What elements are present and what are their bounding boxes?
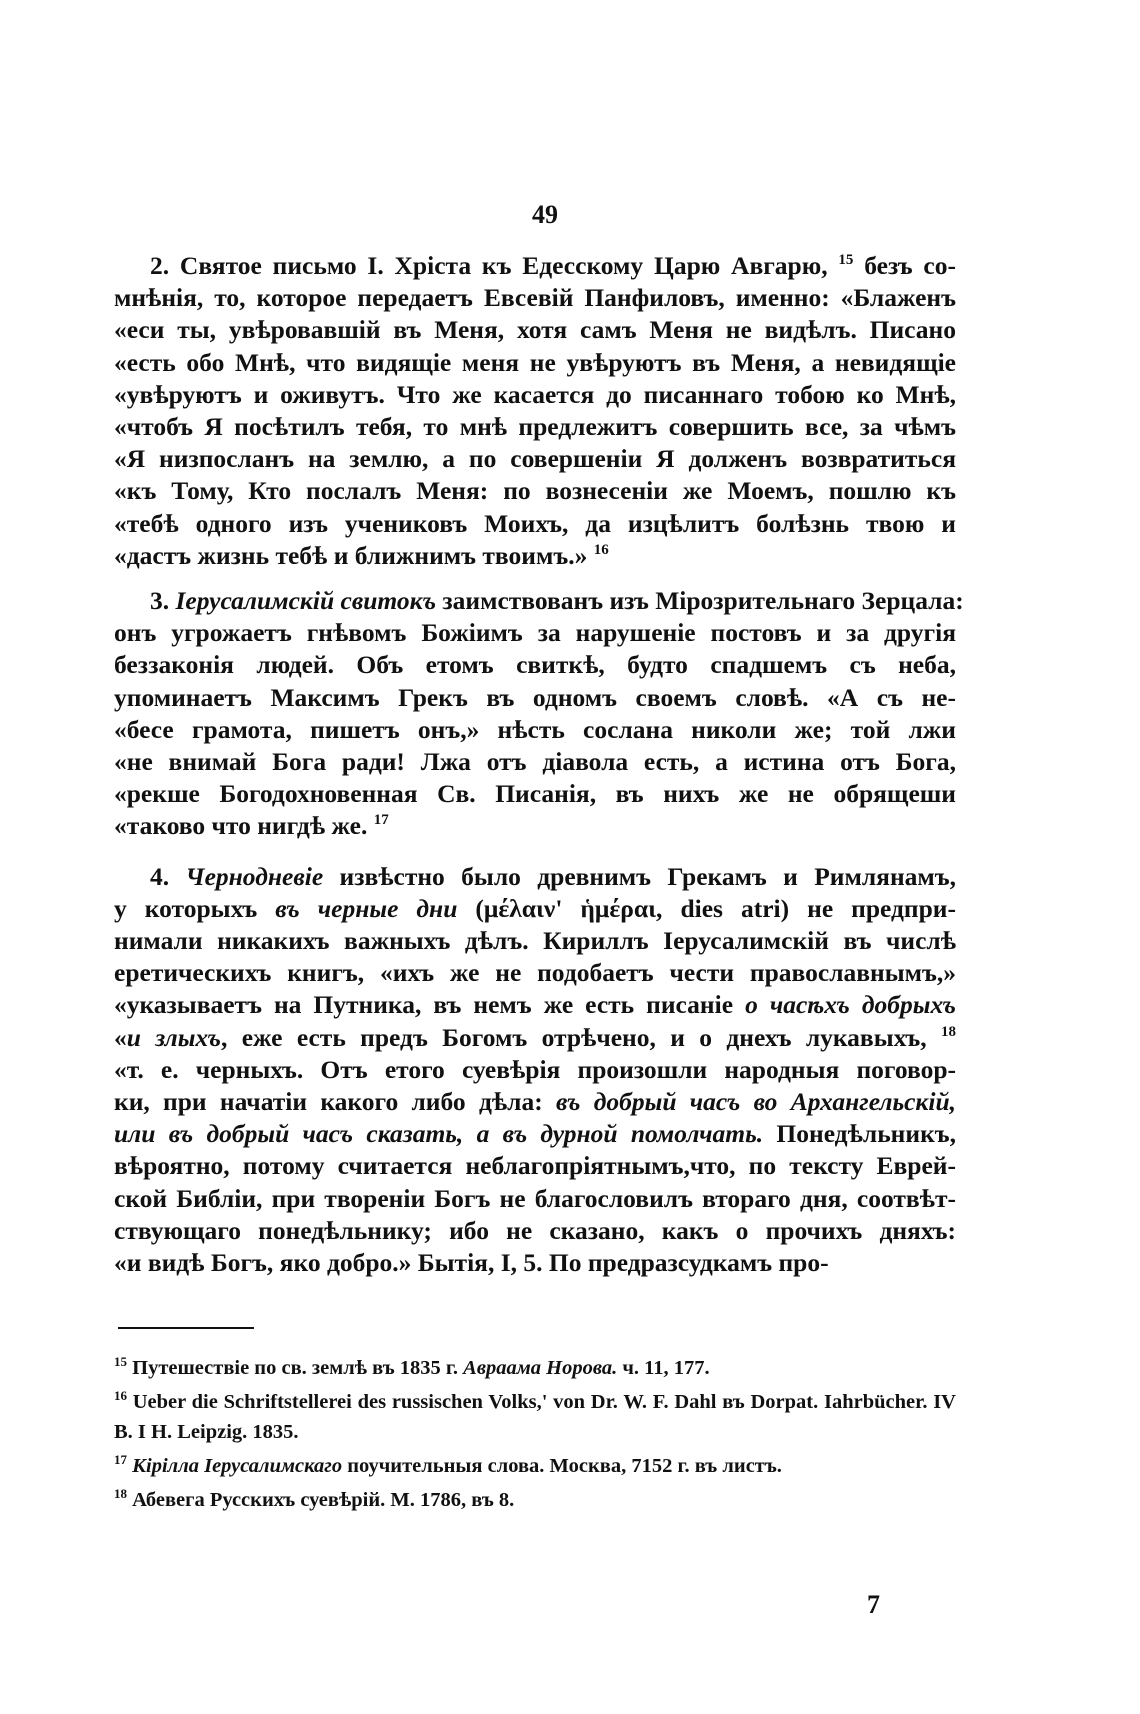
italic-phrase: Чернодневіе [185,861,324,891]
text-line: нимали никакихъ важныхъ дѣлъ. Кириллъ Іерусалимскій въ числѣ [114,926,956,956]
footnote-divider [118,1327,254,1329]
text-line: ки, при начатіи какого либо дѣла: въ добрый часъ во Архангельскій, [114,1087,956,1117]
text-line: «дастъ жизнь тебѣ и ближнимъ твоимъ.» $^{16}$ [114,540,609,570]
footnotes [114,1353,956,1515]
text-line: 2. Святое письмо I. Хріста къ Едесскому Царю Авгарю, $^{15}$ безъ со- [150,251,956,280]
italic-phrase: и злыхъ [126,1022,221,1052]
text-line: «еси ты, увѣровавшій въ Меня, хотя самъ Меня не видѣлъ. Писано [114,315,956,345]
text-line: «таково что нигдѣ же. $^{17}$ [114,811,389,841]
footnote-16: $^{16}$ Ueber die Schriftstellerei des russischen Volks,' von Dr. W. F. Dahl въ Dorpat. Iahrbücher. IV B. I H. Leipzig. 1835. [114,1388,956,1443]
text-line: «не внимай Бога ради! Лжа отъ діавола есть, а истина отъ Бога, [114,747,956,777]
footnote-number: 18 [114,1486,127,1501]
signature-mark: 7 [867,1590,880,1619]
italic-phrase: или въ добрый часъ сказать, а въ дурной помолчать. [114,1119,764,1149]
paragraph-4 [114,861,956,1280]
footnote-15: $^{15}$ Путешествіе по св. землѣ въ 1835 г. Авраама Норова. ч. 11, 177. [114,1354,710,1379]
footnote-18: $^{18}$ Абевега Русскихъ суевѣрій. М. 1786, въ 8. [114,1486,515,1511]
text-line: «бесе грамота, пишетъ онъ,» нѣсть сослана николи же; той лжи [114,714,956,744]
italic-phrase: Кірілла Іерусалимскаго [132,1455,343,1477]
italic-phrase: о часѣхъ добрыхъ [745,990,956,1020]
text-line: «рекше Богодохновенная Св. Писанія, въ нихъ же не обрящеши [114,779,956,809]
footnote-ref: 18 [941,1023,956,1040]
text-line: «чтобъ Я посѣтилъ тебя, то мнѣ предлежитъ совершить все, за чѣмъ [114,412,956,442]
text-line: еретическихъ книгъ, «ихъ же не подобаетъ чести православнымъ,» [114,958,956,988]
text-line: онъ угрожаетъ гнѣвомъ Божіимъ за нарушеніе постовъ и за другія [114,618,956,648]
paragraph-3 [114,585,964,843]
text-line: 4. Чернодневіе извѣстно было древнимъ Грекамъ и Римлянамъ, [150,861,957,891]
text-line: «есть обо Мнѣ, что видящіе меня не увѣруютъ въ Меня, а невидящіе [114,347,956,377]
italic-phrase: Авраама Норова. [463,1357,618,1379]
text-line: упоминаетъ Максимъ Грекъ въ одномъ своемъ словѣ. «А съ не- [114,682,956,712]
text-line: беззаконія людей. Объ етомъ свиткѣ, будто спадшемъ съ неба, [114,650,956,680]
text-line: 3. Іерусалимскій свитокъ заимствованъ изъ Мірозрительнаго Зерцала: [150,586,964,616]
text-line: мнѣнія, то, которое передаетъ Евсевій Панфиловъ, именно: «Блаженъ [114,283,956,313]
italic-phrase: въ добрый часъ во Архангельскій, [555,1087,956,1117]
text-line: или въ добрый часъ сказать, а въ дурной помолчать. Понедѣльникъ, [114,1119,956,1149]
text-line: у которыхъ въ черные дни (μέλαιν' ἡμέραι, dies atri) не предпри- [114,893,956,923]
text-line: ской Библіи, при твореніи Богъ не благословилъ втораго дня, соотвѣт- [114,1183,956,1213]
body-text [114,250,964,1279]
italic-phrase: Іерусалимскій свитокъ [175,586,437,616]
text-line: ствующаго понедѣльнику; ибо не сказано, какъ о прочихъ дняхъ: [114,1215,956,1245]
text-line: «Я низпосланъ на землю, а по совершеніи Я долженъ возвратиться [114,444,956,474]
footnote-number: 15 [114,1354,127,1369]
footnote-number: 16 [114,1388,127,1403]
text-line: «увѣруютъ и оживутъ. Что же касается до писаннаго тобою ко Мнѣ, [114,379,956,409]
page-number: 49 [532,200,558,229]
footnote-ref: 16 [593,541,609,558]
text-line: «и видѣ Богъ, яко добро.» Бытія, I, 5. По предразсудкамъ про- [114,1248,829,1278]
text-line: «и злыхъ, еже есть предъ Богомъ отрѣчено, и о днехъ лукавыхъ, $^{18}$ [114,1022,956,1052]
text-line: «т. е. черныхъ. Отъ етого суевѣрія произошли народныя поговор- [114,1054,956,1084]
footnote-17: $^{17}$ Кірілла Іерусалимскаго поучительныя слова. Москва, 7152 г. въ листъ. [114,1452,782,1477]
footnote-ref: 15 [838,252,854,268]
text-line: «къ Тому, Кто послалъ Меня: по вознесеніи же Моемъ, пошлю къ [114,476,956,506]
footnote-ref: 17 [373,812,389,829]
footnote-number: 17 [114,1452,127,1467]
paragraph-2 [114,250,956,572]
text-line: вѣроятно, потому считается неблагопріятнымъ,что, по тексту Еврей- [114,1151,956,1181]
text-line: «тебѣ одного изъ учениковъ Моихъ, да изцѣлитъ болѣзнь твою и [114,508,956,538]
italic-phrase: въ черные дни [275,893,458,923]
text-line: «указываетъ на Путника, въ немъ же есть писаніе о часѣхъ добрыхъ [114,990,956,1020]
